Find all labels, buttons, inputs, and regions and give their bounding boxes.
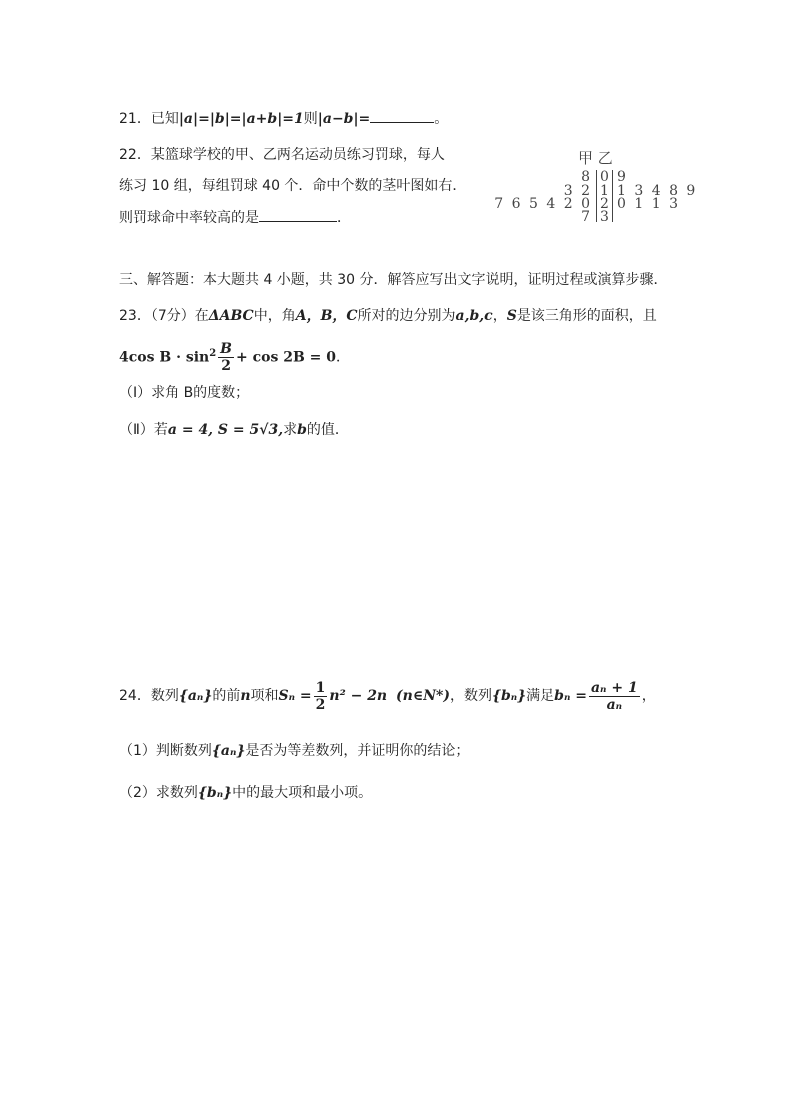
section-3-heading: 三、解答题：本大题共 4 小题，共 30 分．解答应写出文字说明，证明过程或演算步骤． [119, 272, 668, 288]
q23-area-symbol: S [506, 308, 517, 324]
leaf-left-row-2: 3 2 [563, 183, 592, 199]
q23-equation [119, 336, 350, 376]
q24-seq-a: {aₙ} [178, 688, 213, 704]
stem-row-2: 1 [600, 183, 609, 199]
q23-text-c: 所对的边分别为 [357, 308, 456, 324]
q24-text-a: 24．数列 [119, 688, 179, 704]
q22-answer-blank [259, 207, 337, 222]
q23-triangle: ΔABC [208, 308, 254, 324]
q24-part2 [119, 783, 372, 803]
q21-suffix: 。 [434, 111, 449, 127]
leaf-left-row-3: 7 6 5 4 2 0 [494, 196, 592, 212]
q23-angles: A，B，C [295, 308, 358, 324]
q22-line3 [119, 207, 351, 228]
q23-eq-fraction [218, 341, 234, 374]
q24-condition: (n∈N*) [396, 688, 450, 704]
stem-divider-left [596, 170, 597, 222]
q24-line1 [119, 676, 656, 716]
q23-part2-a: （Ⅱ）若 [119, 422, 168, 438]
q24-part1-seq: {aₙ} [211, 743, 246, 759]
stem-row-4: 3 [600, 209, 609, 225]
q24-seq-b: {bₙ} [491, 688, 527, 704]
q23-eq-right: + cos 2B = 0 [236, 349, 337, 366]
q23-eq-exponent: 2 [209, 348, 217, 359]
q23-text-e: 是该三角形的面积，且 [516, 308, 657, 324]
q24-part1-b: 是否为等差数列，并证明你的结论； [245, 743, 470, 759]
q24-half-fraction [314, 680, 328, 713]
q23-part2-var: b [297, 422, 307, 438]
q23-eq-frac-num: B [220, 341, 233, 358]
q23-part2-condition: a = 4, S = 5√3, [167, 422, 284, 438]
q24-bn-fraction [589, 680, 640, 713]
stem-row-3: 2 [600, 196, 609, 212]
leaf-left-row-4: 7 [581, 209, 592, 225]
stem-leaf-title: 甲 乙 [578, 149, 613, 167]
q24-part2-seq: {bₙ} [197, 785, 233, 801]
leaf-right-row-2: 1 3 4 8 9 [617, 183, 698, 199]
q24-bn-num: aₙ + 1 [590, 679, 638, 696]
leaf-left-row-1: 8 [581, 169, 592, 185]
q21-prefix: 21．已知 [119, 111, 179, 127]
q23-part2 [119, 420, 349, 440]
q24-bn-den: aₙ [606, 696, 623, 713]
q24-half-num: 1 [315, 679, 326, 696]
q23-text-b: 中，角 [253, 308, 296, 324]
q24-part1-a: （1）判断数列 [119, 743, 212, 759]
q21-answer-blank [370, 108, 434, 123]
q24-text-e: 满足 [526, 688, 555, 704]
leaf-right-row-1: 9 [617, 169, 628, 185]
q24-part1 [119, 741, 469, 761]
q24-text-d: ，数列 [449, 688, 492, 704]
q24-bn: bₙ = [554, 688, 587, 704]
q22-line1: 22．某篮球学校的甲、乙两名运动员练习罚球，每人 [119, 147, 445, 163]
stem-divider-right [612, 170, 613, 222]
q23-sides: a,b,c [455, 308, 493, 324]
q24-half-den: 2 [315, 696, 326, 713]
q24-text-b: 的前 [212, 688, 241, 704]
q23-part2-c: 的值． [306, 422, 349, 438]
q23-part1: （Ⅰ）求角 B的度数； [119, 385, 250, 401]
q22-line2: 练习 10 组，每组罚球 40 个．命中个数的茎叶图如右． [119, 178, 467, 194]
q23-text-a: 23．（7分）在 [119, 308, 209, 324]
q24-sn: Sₙ = [278, 688, 312, 704]
q23-eq-left: 4cos B · sin [119, 349, 210, 366]
q23-text-d: ， [492, 308, 507, 324]
q24-text-c: 项和 [250, 688, 279, 704]
q23-eq-end: ． [336, 349, 351, 366]
leaf-right-row-3: 0 1 1 3 [617, 196, 680, 212]
q23-eq-frac-den: 2 [221, 358, 231, 375]
question-21 [119, 108, 448, 129]
q24-sn-rest: n² − 2n [329, 688, 388, 704]
q23-part2-b: 求 [283, 422, 298, 438]
q21-mid: 则 [303, 111, 318, 127]
q22-line3-end: ． [337, 210, 351, 226]
q21-formula2: |a−b|= [317, 111, 371, 127]
q24-part2-b: 中的最大项和最小项。 [232, 785, 373, 801]
q24-text-f: ， [641, 688, 656, 704]
q24-part2-a: （2）求数列 [119, 785, 198, 801]
q21-formula: |a|=|b|=|a+b|=1 [178, 111, 304, 127]
q23-line1 [119, 306, 657, 326]
q24-n: n [240, 688, 251, 704]
q22-line3-text: 则罚球命中率较高的是 [119, 210, 259, 226]
stem-row-1: 0 [600, 169, 609, 185]
